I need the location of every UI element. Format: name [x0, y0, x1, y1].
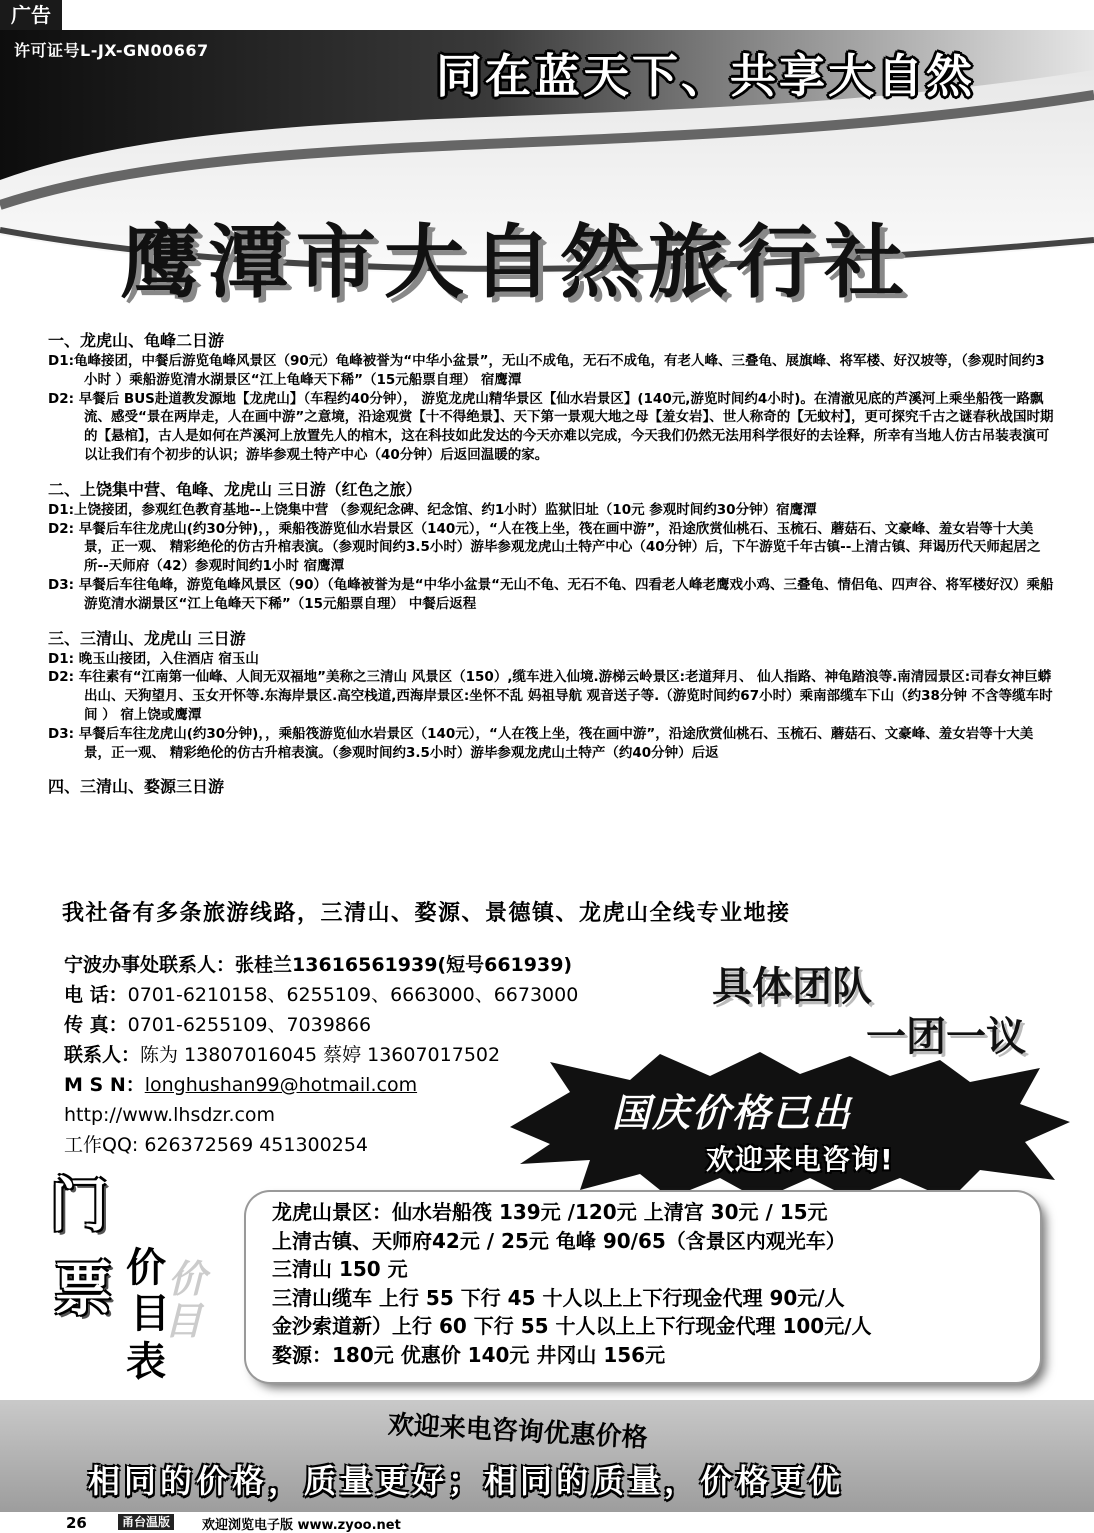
person-label: 联系人： — [64, 1044, 141, 1066]
edition-badge: 甬台温版 — [118, 1514, 174, 1530]
route-4-title: 四、三清山、婺源三日游 — [48, 777, 225, 797]
route-3-day-1: D1: 晚玉山接团，入住酒店 宿玉山 — [48, 650, 259, 667]
contact-block — [64, 950, 578, 1160]
price-row: 三清山 150 元 — [272, 1257, 408, 1281]
price-row: 上清古镇、天师府42元 / 25元 龟峰 90/65（含景区内观光车） — [272, 1228, 846, 1253]
price-row: 龙虎山景区：仙水岩船筏 139元 /120元 上清宫 30元 / 15元 — [272, 1200, 828, 1224]
route-2-title: 二、上饶集中营、龟峰、龙虎山 三日游（红色之旅） — [48, 479, 422, 499]
ningbo-contact: 宁波办事处联系人：张桂兰13616561939(短号661939) — [64, 954, 573, 976]
motto: 相同的价格，质量更好；相同的质量，价格更优 — [88, 1462, 845, 1500]
price-row: 三清山缆车 上行 55 下行 45 十人以上上下行现金代理 90元/人 — [272, 1285, 845, 1310]
welcome-call: 欢迎来电咨询! — [706, 1143, 894, 1176]
route-1-title: 一、龙虎山、龟峰二日游 — [48, 331, 225, 350]
ad-tag: 广告 — [0, 0, 62, 30]
company-name: 鹰潭市大自然旅行社 — [120, 215, 912, 309]
route-2-day-3: D3: 早餐后车往龟峰，游览龟峰风景区（90）（龟峰被誉为是“中华小盆景“无山不龟、无石不龟、四看老人峰老鹰戏小鸡、三叠龟、情侣龟、四声谷、将军楼好汉）乘船游览清水湖景区“江上龟峰天下稀”（15元船票自理） 中餐后返程 — [48, 576, 1054, 612]
price-row: 金沙索道新）上行 60 下行 55 十人以上上下行现金代理 100元/人 — [272, 1314, 872, 1338]
route-3-title: 三、三清山、龙虎山 三日游 — [48, 628, 246, 648]
fax-label: 传 真： — [64, 1014, 128, 1036]
promo-negotiate-line: 一团一议 — [866, 1013, 1026, 1060]
ticket-char-jia: 价 — [126, 1245, 166, 1291]
ticket-char-piao: 票 — [54, 1255, 113, 1323]
route-2-day-2: D2: 早餐后车往龙虎山(约30分钟)，，乘船筏游览仙水岩景区（140元），“人在筏上坐，筏在画中游”，沿途欣赏仙桃石、玉梳石、蘑菇石、文豪峰、羞女岩等十大美景，正一观、 精彩绝伦的仿古升棺表演。（参观时间约3.5小时）游毕参观龙虎山土特产中心（40分钟）后，下午游览千年古镇--上清古镇、拜谒历代天师起居之所--天师府（42）参观时间约1小时 宿鹰潭 — [48, 520, 1041, 575]
qq-numbers: 626372569 451300254 — [144, 1134, 368, 1156]
ticket-char-mu: 目 — [130, 1291, 170, 1337]
route-3-day-3: D3: 早餐后车往龙虎山(约30分钟)，，乘船筏游览仙水岩景区（140元），“人在筏上坐，筏在画中游”，沿途欣赏仙桃石、玉梳石、蘑菇石、文豪峰、羞女岩等十大美景，正一观、 精彩绝伦的仿古升棺表演。（参观时间约3.5小时）游毕参观龙虎山土特产（约40分钟）后返 — [48, 725, 1034, 761]
msn-link[interactable]: longhushan99@hotmail.com — [144, 1074, 418, 1096]
fax-numbers: 0701-6255109、7039866 — [127, 1014, 372, 1036]
itinerary — [48, 330, 1058, 798]
phone-numbers: 0701-6210158、6255109、6663000、6673000 — [127, 984, 579, 1006]
ticket-ghost-mu: 目 — [164, 1299, 203, 1343]
page-number: 26 — [66, 1514, 87, 1532]
license-number: 许可证号L-JX-GN00667 — [14, 41, 209, 60]
msn-label: M S N： — [64, 1074, 145, 1096]
ticket-char-biao: 表 — [126, 1339, 166, 1385]
website-link[interactable]: http://www.lhsdzr.com — [64, 1104, 276, 1126]
service-banner: 我社备有多条旅游线路，三清山、婺源、景德镇、龙虎山全线专业地接 — [62, 901, 791, 926]
promo-group-line: 具体团队 — [712, 963, 872, 1010]
footer-site-text[interactable]: 欢迎浏览电子版 www.zyoo.net — [202, 1518, 401, 1533]
slogan: 同在蓝天下、共享大自然 — [436, 49, 975, 103]
route-3-day-2: D2: 车往素有“江南第一仙峰、人间无双福地”美称之三清山 风景区（150）,缆车进入仙境.游梯云岭景区:老道拜月、 仙人指路、神龟踏浪等.南清园景区:司春女神巨蟒出山、天狗望月、玉女开怀等.东海岸景区.高空栈道,西海岸景区:坐怀不乱 妈祖导航 观音送子等.（游览时间约67小时）乘南部缆车下山（约38分钟 不含等缆车时间 ） 宿上饶或鹰潭 — [48, 669, 1053, 723]
route-1-day-1: D1:龟峰接团，中餐后游览龟峰风景区（90元）龟峰被誉为“中华小盆景”，无山不成龟，无石不成龟，有老人峰、三叠龟、展旗峰、将军楼、好汉坡等，（参观时间约3小时 ）乘船游览清水湖景区“江上龟峰天下稀”（15元船票自理） 宿鹰潭 — [48, 353, 1045, 388]
contact-persons: 陈为 13807016045 蔡婷 13607017502 — [140, 1044, 501, 1066]
price-row: 婺源：180元 优惠价 140元 井冈山 156元 — [272, 1342, 666, 1367]
phone-label: 电 话： — [64, 984, 128, 1006]
page-footer — [0, 1512, 1094, 1533]
qq-label: 工作QQ: — [64, 1134, 139, 1156]
ticket-ghost-jia: 价 — [168, 1257, 207, 1301]
price-list — [272, 1198, 872, 1369]
route-1-day-2: D2: 早餐后 BUS赴道教发源地【龙虎山】（车程约40分钟）， 游览龙虎山精华景区【仙水岩景区】(140元,游览时间约4小时)。在清澈见底的芦溪河上乘坐船筏一路飘流、感受“景在两岸走，人在画中游”之意境，沿途观赏【十不得绝景】、天下第一景观大地之母【羞女岩】、世人称奇的【无蚊村】，更可探究千古之谜春秋战国时期的【悬棺】，古人是如何在芦溪河上放置先人的棺木，这在科技如此发达的今天亦难以完成，今天我们仍然无法用科学很好的去诠释，所幸有当地人仿古吊装表演可以让我们有个初步的认识；游毕参观土特产中心（40分钟）后返回温暖的家。 — [48, 390, 1054, 463]
ticket-char-men: 门 — [50, 1171, 109, 1239]
welcome-discount: 欢迎来电咨询优惠价格 — [387, 1410, 649, 1454]
route-2-day-1: D1:上饶接团，参观红色教育基地--上饶集中营 （参观纪念碑、纪念馆、约1小时）监狱旧址（10元 参观时间约30分钟）宿鹰潭 — [48, 501, 817, 518]
national-day-price: 国庆价格已出 — [612, 1091, 853, 1135]
